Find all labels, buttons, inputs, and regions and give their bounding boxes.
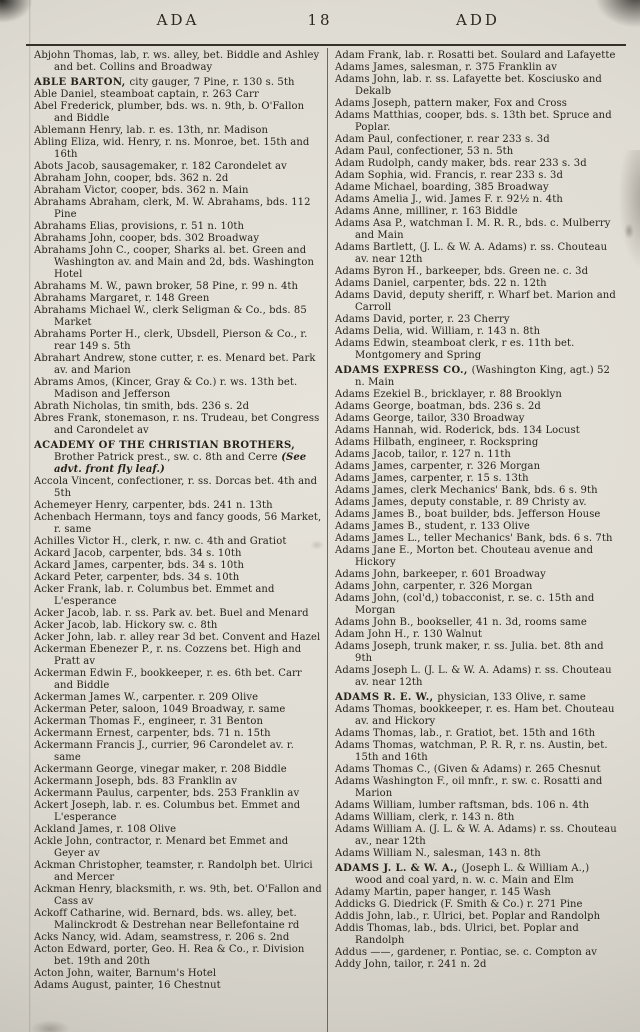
directory-entry [34,572,322,584]
directory-entry [34,716,322,728]
directory-entry [335,848,618,860]
entry-text: Abrahart Andrew, stone cutter, r. es. Menard bet. Park av. and Marion [34,353,316,376]
entry-text: Ackerman James W., carpenter. r. 209 Olive [34,692,259,703]
entry-text: Abraham John, cooper, bds. 362 n. 2d [34,173,229,184]
directory-entry [335,485,618,497]
directory-entry [34,668,322,692]
entry-text: Adams James, carpenter, r. 15 s. 13th [335,473,529,484]
entry-text: Adams David, deputy sheriff, r. Wharf bet. Marion and Carroll [335,290,616,313]
entry-text: Adam John H., r. 130 Walnut [335,629,483,640]
directory-entry [34,632,322,644]
entry-text: Brother Patrick prest., sw. c. 8th and Cerre [54,452,278,463]
directory-entry [34,197,322,221]
directory-entry [335,545,618,569]
directory-entry [34,305,322,329]
directory-entry [34,512,322,536]
directory-entry [335,593,618,617]
entry-text: Ackard Jacob, carpenter, bds. 34 s. 10th [34,548,242,559]
entry-text: Abrahams M. W., pawn broker, 58 Pine, r. 99 n. 4th [34,281,299,292]
directory-entry [34,77,322,89]
directory-entry [335,218,618,242]
header-guide-word-left: ADA [156,11,200,29]
directory-entry [34,620,322,632]
entry-text: Adam Paul, confectioner, r. rear 233 s. 3d [335,134,550,145]
directory-entry [34,221,322,233]
directory-entry [34,329,322,353]
directory-column-right [328,48,618,1032]
entry-text: Abrahams John C., cooper, Sharks al. bet. Green and Washington av. and Main and 2d, bds. Washington Hotel [34,245,314,280]
entry-text: Adams Hilbath, engineer, r. Rockspring [335,437,539,448]
directory-entry [34,704,322,716]
entry-text: Ackermann Francis J., currier, 96 Carondelet av. r. same [34,740,294,763]
directory-entry [34,944,322,968]
directory-entry [335,863,618,887]
directory-entry [34,788,322,800]
entry-text: Ackermann George, vinegar maker, r. 208 Biddle [34,764,287,775]
directory-entry [34,968,322,980]
directory-entry [34,836,322,860]
entry-text: Adams Thomas, lab., r. Gratiot, bet. 15th and 16th [335,728,596,739]
entry-name-bold: ACADEMY OF THE CHRISTIAN BROTHERS, [34,440,296,451]
entry-text: Abrahams Elias, provisions, r. 51 n. 10th [34,221,245,232]
entry-text: Acton John, waiter, Barnum's Hotel [34,968,217,979]
directory-entry [335,158,618,170]
directory-entry [34,137,322,161]
entry-text: Adams Bartlett, (J. L. & W. A. Adams) r. ss. Chouteau av. near 12th [335,242,608,265]
entry-text: Abling Eliza, wid. Henry, r. ns. Monroe, bet. 15th and 16th [34,137,310,160]
entry-text: Achemeyer Henry, carpenter, bds. 241 n. 13th [34,500,273,511]
entry-text: Abel Frederick, plumber, bds. ws. n. 9th, b. O'Fallon and Biddle [34,101,305,124]
directory-entry [335,911,618,923]
entry-text: Adams Asa P., watchman I. M. R. R., bds. c. Mulberry and Main [335,218,611,241]
directory-entry [335,413,618,425]
entry-text: Adams Delia, wid. William, r. 143 n. 8th [335,326,541,337]
directory-entry [34,401,322,413]
entry-text: Adams John, (col'd,) tobacconist, r. se. c. 15th and Morgan [335,593,595,616]
entry-text: Accola Vincent, confectioner, r. ss. Dorcas bet. 4th and 5th [34,476,318,499]
directory-entry [335,824,618,848]
entry-text: Abots Jacob, sausagemaker, r. 182 Carondelet av [34,161,287,172]
directory-entry [335,923,618,947]
directory-entry [335,62,618,74]
entry-text: Addus ——, gardener, r. Pontiac, se. c. Compton av [335,947,598,958]
entry-text: Acker Jacob, lab. Hickory sw. c. 8th [34,620,218,631]
entry-text: Adams James, salesman, r. 375 Franklin av [335,62,558,73]
entry-text: Achilles Victor H., clerk, r. nw. c. 4th and Gratiot [34,536,287,547]
entry-text: Addy John, tailor, r. 241 n. 2d [335,959,487,970]
directory-entry [335,365,618,389]
entry-text: Adams William N., salesman, 143 n. 8th [335,848,541,859]
directory-entry [34,740,322,764]
entry-text: Adams John, barkeeper, r. 601 Broadway [335,569,546,580]
entry-text: Acton Edward, porter, Geo. H. Rea & Co., r. Division bet. 19th and 20th [34,944,305,967]
directory-entry [34,293,322,305]
directory-entry [335,278,618,290]
entry-text: Adams Thomas, watchman, P. R. R, r. ns. Austin, bet. 15th and 16th [335,740,608,763]
entry-text: Ablemann Henry, lab. r. es. 13th, nr. Madison [34,125,269,136]
entry-text: Ackman Henry, blacksmith, r. ws. 9th, bet. O'Fallon and Cass av [34,884,322,907]
directory-entry [335,110,618,134]
entry-text: Adams James, carpenter, r. 326 Morgan [335,461,541,472]
entry-text: Ackerman Peter, saloon, 1049 Broadway, r. same [34,704,286,715]
directory-entry [34,233,322,245]
directory-entry [34,980,322,992]
entry-text: Addis Thomas, lab., bds. Ulrici, bet. Poplar and Randolph [335,923,579,946]
entry-text: Ackoff Catharine, wid. Bernard, bds. ws. alley, bet. Malinckrodt & Destrehan near Bellefontaine rd [34,908,300,931]
directory-entry [335,74,618,98]
entry-text: Ackard Peter, carpenter, bds. 34 s. 10th [34,572,240,583]
entry-text: Ackman Christopher, teamster, r. Randolph bet. Ulrici and Mercer [34,860,313,883]
entry-text: Adams Jacob, tailor, r. 127 n. 11th [335,449,511,460]
entry-text: Abrahams John, cooper, bds. 302 Broadway [34,233,260,244]
directory-entry [335,98,618,110]
page-header [0,0,640,40]
entry-text: Ackermann Ernest, carpenter, bds. 71 n. 15th [34,728,271,739]
entry-text: Adam Paul, confectioner, 53 n. 5th [335,146,514,157]
directory-entry [335,401,618,413]
directory-entry [335,569,618,581]
entry-name-bold: ABLE BARTON, [34,77,130,88]
directory-entry [34,245,322,281]
entry-name-bold: ADAMS EXPRESS CO., [335,365,472,376]
entry-text: Adams Matthias, cooper, bds. s. 13th bet. Spruce and Poplar. [335,110,612,133]
entry-text: Adams Thomas C., (Given & Adams) r. 265 Chesnut [335,764,601,775]
directory-entry [335,437,618,449]
directory-entry [34,377,322,401]
directory-entry [335,266,618,278]
directory-entry [335,740,618,764]
directory-columns [34,48,624,1032]
header-rule [26,44,626,46]
entry-text: Adams Joseph, pattern maker, Fox and Cross [335,98,567,109]
entry-text: Adams Thomas, bookkeeper, r. es. Ham bet. Chouteau av. and Hickory [335,704,615,727]
entry-text: Abjohn Thomas, lab, r. ws. alley, bet. Biddle and Ashley and bet. Collins and Broadway [34,50,320,73]
entry-text: Ackard James, carpenter, bds. 34 s. 10th [34,560,245,571]
directory-entry [335,314,618,326]
entry-text: Abraham Victor, cooper, bds. 362 n. Main [34,185,249,196]
page-number: 18 [307,11,333,29]
entry-text: Adams John, lab. r. ss. Lafayette bet. Kosciusko and Dekalb [335,74,602,97]
entry-text: Adams George, boatman, bds. 236 s. 2d [335,401,541,412]
entry-text: Adamy Martin, paper hanger, r. 145 Wash [335,887,551,898]
entry-text: Adams Joseph, trunk maker, r. ss. Julia. bet. 8th and 9th [335,641,604,664]
entry-text: Adams William, lumber raftsman, bds. 106 n. 4th [335,800,590,811]
entry-text: Abrahams Margaret, r. 148 Green [34,293,210,304]
entry-text: Abrams Amos, (Kincer, Gray & Co.) r. ws. 13th bet. Madison and Jefferson [34,377,298,400]
entry-text: Adams George, tailor, 330 Broadway [335,413,525,424]
entry-text: Abrahams Porter H., clerk, Ubsdell, Pierson & Co., r. rear 149 s. 5th [34,329,308,352]
directory-entry [335,170,618,182]
directory-entry [34,932,322,944]
directory-entry [34,692,322,704]
entry-text: Adams Hannah, wid. Roderick, bds. 134 Locust [335,425,580,436]
directory-entry [34,500,322,512]
directory-entry [335,473,618,485]
directory-entry [34,476,322,500]
directory-entry [34,50,322,74]
entry-text: Adams Daniel, carpenter, bds. 22 n. 12th [335,278,547,289]
directory-entry [335,899,618,911]
entry-text: Adams August, painter, 16 Chestnut [34,980,221,991]
entry-text: Adams William, clerk, r. 143 n. 8th [335,812,515,823]
entry-text: Ackerman Edwin F., bookkeeper, r. es. 6th bet. Carr and Biddle [34,668,302,691]
directory-entry [335,425,618,437]
entry-text: Adams James, clerk Mechanics' Bank, bds. 6 s. 9th [335,485,598,496]
entry-text: Abrahams Abraham, clerk, M. W. Abrahams, bds. 112 Pine [34,197,311,220]
directory-entry [335,692,618,704]
directory-entry [335,182,618,194]
directory-entry [335,812,618,824]
directory-entry [34,125,322,137]
directory-entry [335,728,618,740]
entry-text: Adams John, carpenter, r. 326 Morgan [335,581,533,592]
entry-text: physician, 133 Olive, r. same [437,692,586,703]
directory-entry [335,206,618,218]
entry-text: Abrath Nicholas, tin smith, bds. 236 s. 2d [34,401,250,412]
entry-text: Adams Joseph L. (J. L. & W. A. Adams) r. ss. Chouteau av. near 12th [335,665,612,688]
entry-name-bold: ADAMS R. E. W., [335,692,438,703]
entry-text: Able Daniel, steamboat captain, r. 263 Carr [34,89,259,100]
directory-entry [335,194,618,206]
entry-text: Ackermann Joseph, bds. 83 Franklin av [34,776,238,787]
directory-entry [34,908,322,932]
directory-entry [335,50,618,62]
directory-entry [335,617,618,629]
directory-entry [34,560,322,572]
directory-entry [335,959,618,971]
directory-entry [335,521,618,533]
page-fold-line [29,0,31,1032]
directory-entry [34,884,322,908]
entry-text: Adams Ezekiel B., bricklayer, r. 88 Brooklyn [335,389,562,400]
entry-text: Acker Jacob, lab. r. ss. Park av. bet. Buel and Menard [34,608,309,619]
entry-text: Abres Frank, stonemason, r. ns. Trudeau, bet Congress and Carondelet av [34,413,320,436]
directory-entry [335,449,618,461]
entry-text: Adams Washington F., oil mnfr., r. sw. c. Rosatti and Marion [335,776,603,799]
directory-entry [335,242,618,266]
entry-note-italic: (See advt. front fly leaf.) [54,452,307,475]
directory-entry [335,947,618,959]
directory-entry [34,776,322,788]
directory-entry [34,353,322,377]
directory-entry [335,326,618,338]
entry-text: city gauger, 7 Pine, r. 130 s. 5th [129,77,295,88]
entry-text: Adams David, porter, r. 23 Cherry [335,314,510,325]
entry-text: Addis John, lab., r. Ulrici, bet. Poplar and Randolph [335,911,601,922]
directory-entry [335,887,618,899]
directory-entry [34,536,322,548]
entry-text: Ackerman Ebenezer P., r. ns. Cozzens bet. High and Pratt av [34,644,302,667]
entry-text: Adams James B., boat builder, bds. Jefferson House [335,509,601,520]
entry-text: Adams Amelia J., wid. James F. r. 92½ n. 4th [335,194,563,205]
directory-entry [335,461,618,473]
entry-name-bold: ADAMS J. L. & W. A., [335,863,462,874]
directory-entry [34,644,322,668]
entry-text: (Joseph L. & William A.,) wood and coal yard, n. w. c. Main and Elm [355,863,590,886]
entry-text: Ackle John, contractor, r. Menard bet Emmet and Geyer av [34,836,289,859]
directory-column-left [34,48,328,1032]
entry-text: Adams James L., teller Mechanics' Bank, bds. 6 s. 7th [335,533,613,544]
directory-entry [34,440,322,476]
entry-text: Acker John, lab. r. alley rear 3d bet. Convent and Hazel [34,632,321,643]
entry-text: Ackermann Paulus, carpenter, bds. 253 Franklin av [34,788,300,799]
directory-entry [335,134,618,146]
directory-entry [335,665,618,689]
entry-text: Adams Jane E., Morton bet. Chouteau avenue and Hickory [335,545,594,568]
entry-text: Adam Rudolph, candy maker, bds. rear 233 s. 3d [335,158,587,169]
directory-entry [335,704,618,728]
directory-entry [34,728,322,740]
entry-text: Addicks G. Diedrick (F. Smith & Co.) r. 271 Pine [335,899,583,910]
directory-entry [335,509,618,521]
directory-entry [335,533,618,545]
directory-entry [335,146,618,158]
directory-entry [335,497,618,509]
directory-entry [335,629,618,641]
directory-entry [335,581,618,593]
entry-text: Acks Nancy, wid. Adam, seamstress, r. 206 s. 2nd [34,932,290,943]
directory-entry [335,641,618,665]
directory-entry [34,185,322,197]
directory-entry [34,89,322,101]
directory-entry [34,161,322,173]
entry-text: Ackerman Thomas F., engineer, r. 31 Benton [34,716,264,727]
directory-entry [34,584,322,608]
entry-text: Adams Edwin, steamboat clerk, r es. 11th bet. Montgomery and Spring [335,338,575,361]
entry-text: Adams James B., student, r. 133 Olive [335,521,530,532]
directory-entry [34,548,322,560]
directory-entry [34,281,322,293]
directory-entry [335,764,618,776]
directory-entry [34,101,322,125]
entry-text: Adams James, deputy constable, r. 89 Christy av. [335,497,587,508]
directory-entry [34,413,322,437]
directory-entry [335,389,618,401]
directory-entry [335,290,618,314]
header-guide-word-right: ADD [456,11,500,29]
entry-text: Adam Frank, lab. r. Rosatti bet. Soulard and Lafayette [335,50,616,61]
entry-text: Adams William A. (J. L. & W. A. Adams) r. ss. Chouteau av., near 12th [335,824,617,847]
entry-text: Adams Anne, milliner, r. 163 Biddle [335,206,518,217]
entry-text: Acker Frank, lab. r. Columbus bet. Emmet and L'esperance [34,584,275,607]
directory-entry [34,608,322,620]
entry-text: Abrahams Michael W., clerk Seligman & Co., bds. 85 Market [34,305,307,328]
scan-speck [624,223,634,239]
directory-entry [34,764,322,776]
entry-text: Adame Michael, boarding, 385 Broadway [335,182,549,193]
entry-text: (Washington King, agt.) 52 n. Main [355,365,611,388]
entry-text: Adam Sophia, wid. Francis, r. rear 233 s. 3d [335,170,563,181]
directory-entry [335,800,618,812]
directory-entry [34,173,322,185]
directory-entry [34,860,322,884]
entry-text: Ackert Joseph, lab. r. es. Columbus bet. Emmet and L'esperance [34,800,301,823]
directory-entry [335,338,618,362]
directory-entry [34,824,322,836]
entry-text: Adams John B., bookseller, 41 n. 3d, rooms same [335,617,587,628]
entry-text: Adams Byron H., barkeeper, bds. Green ne. c. 3d [335,266,589,277]
entry-text: Achenbach Hermann, toys and fancy goods, 56 Market, r. same [34,512,322,535]
directory-entry [335,776,618,800]
entry-text: Ackland James, r. 108 Olive [34,824,177,835]
directory-entry [34,800,322,824]
